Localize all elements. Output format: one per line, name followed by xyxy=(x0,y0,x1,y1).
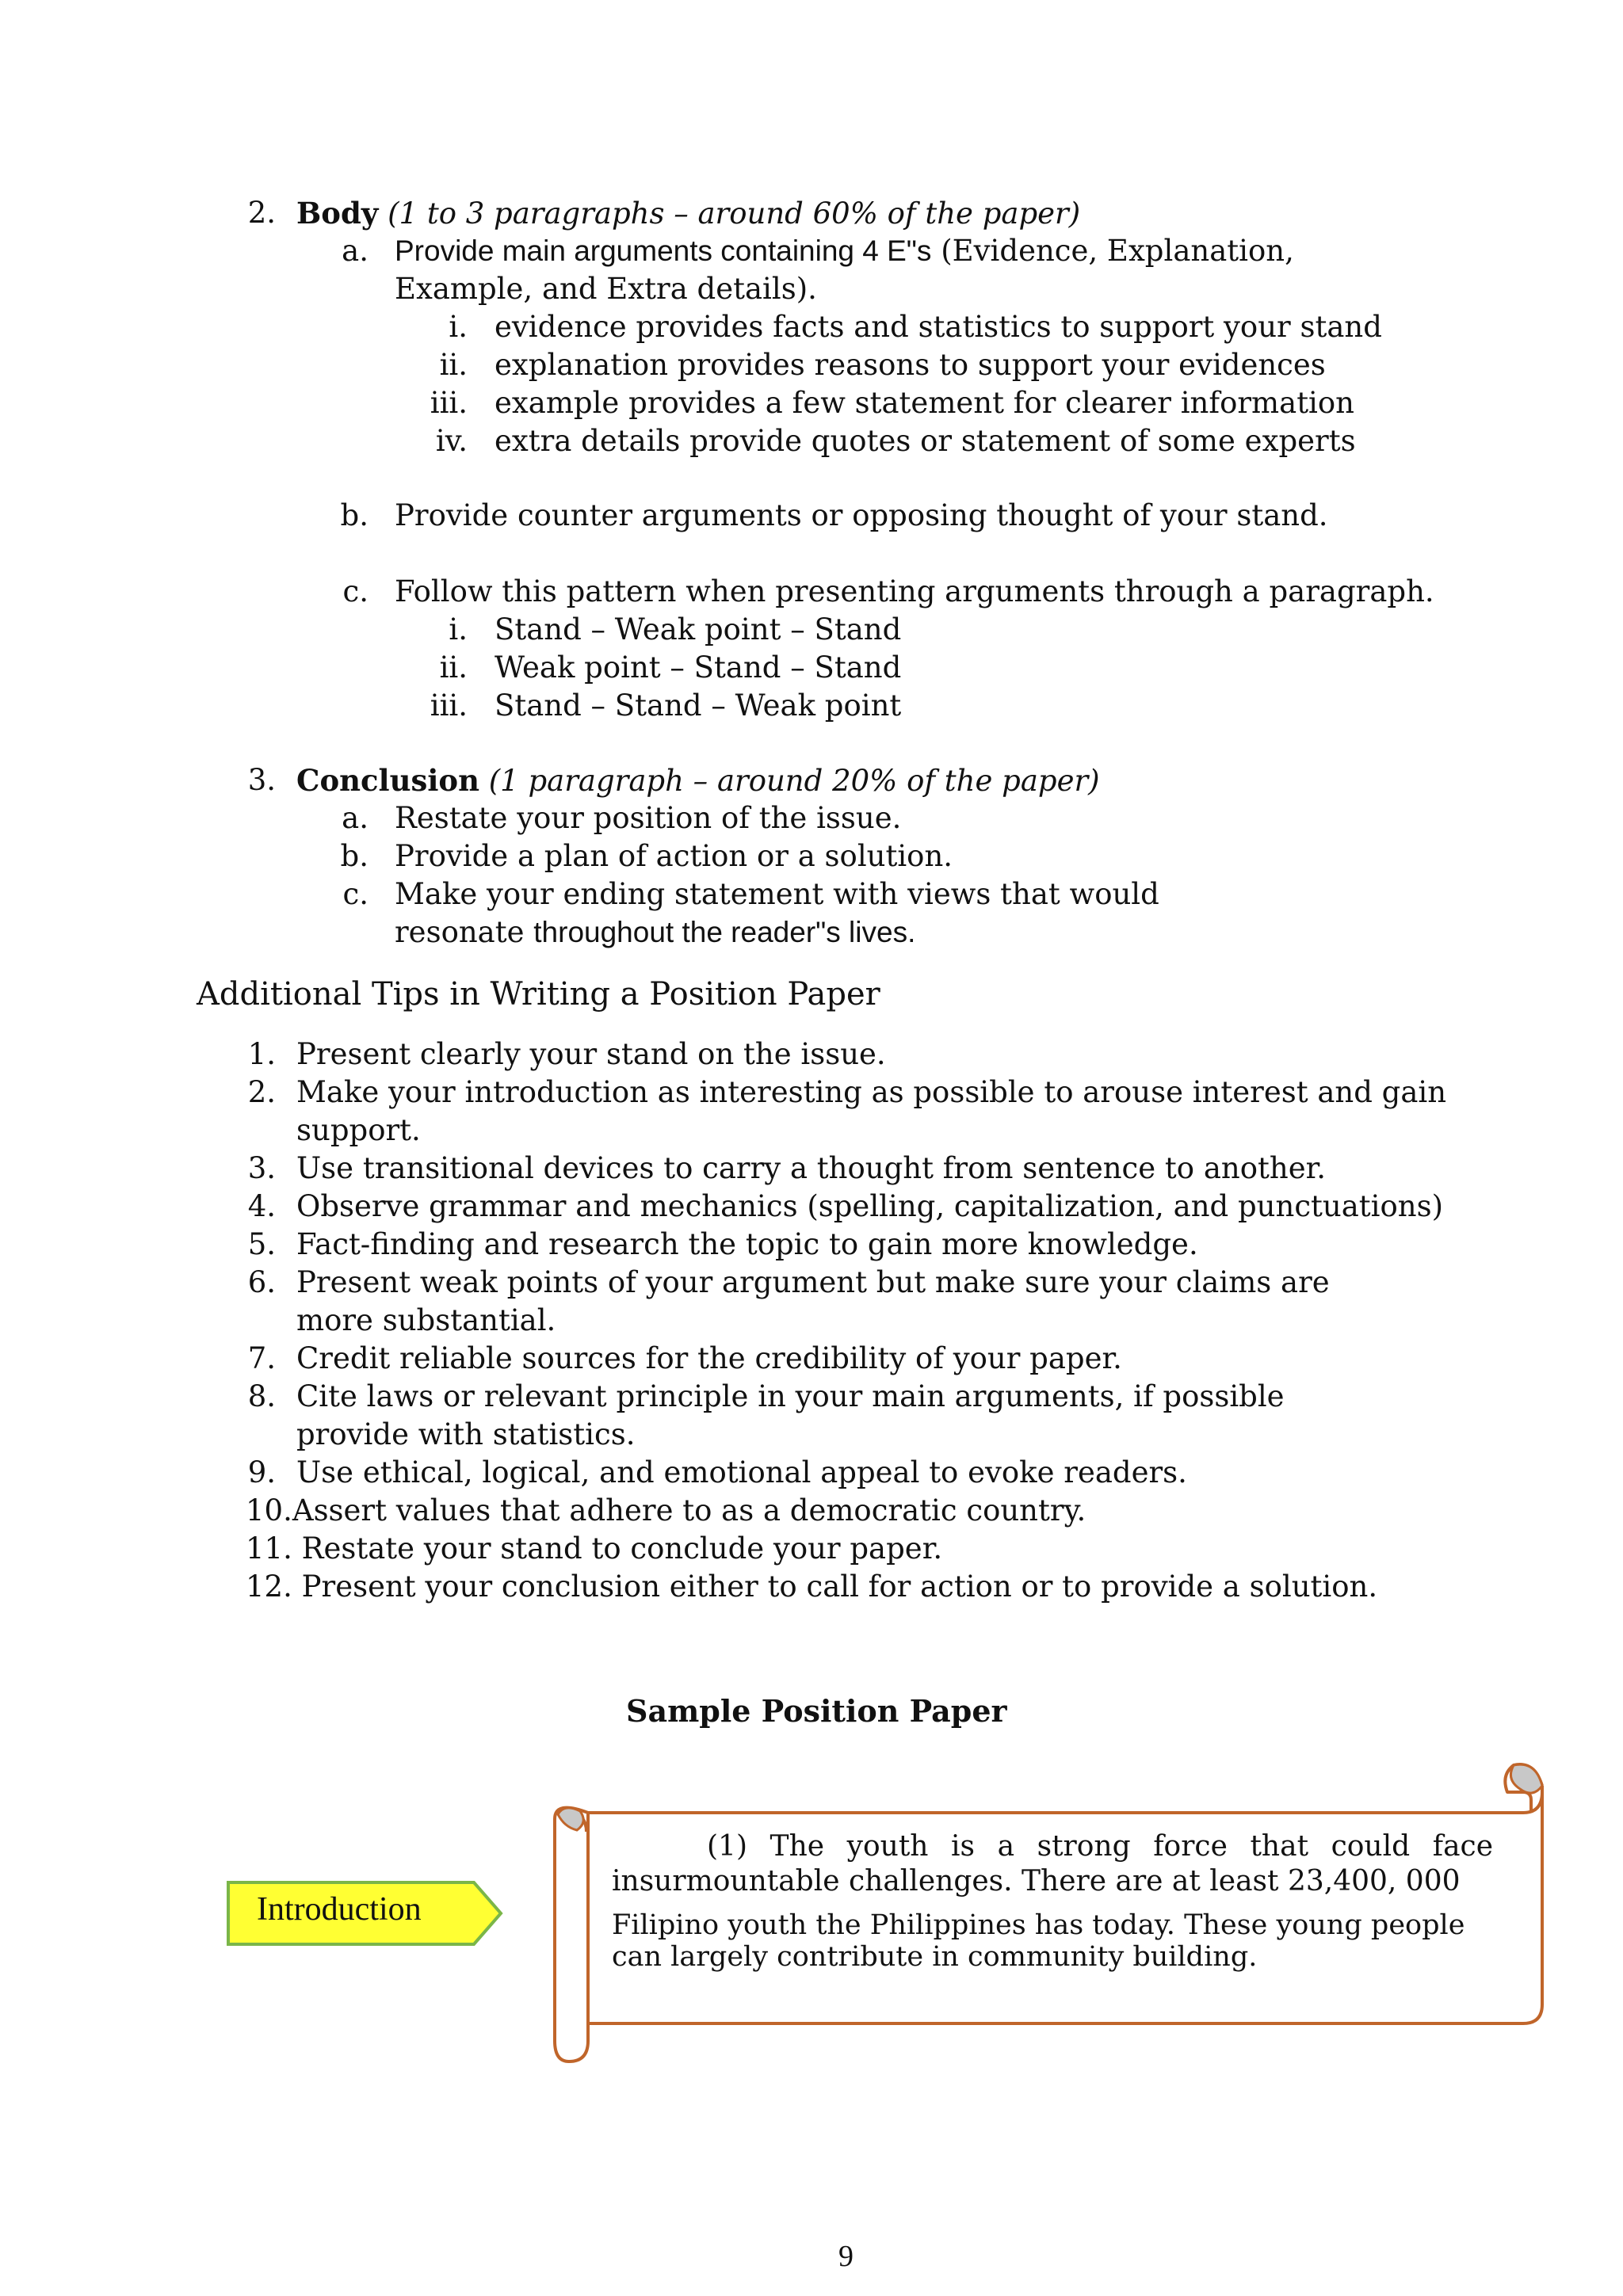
list-item-text: Observe grammar and mechanics (spelling, capitalization, and punctuations) xyxy=(296,1189,1444,1223)
list-number: 8. xyxy=(247,1379,276,1413)
list-item-text: extra details provide quotes or statement of some experts xyxy=(495,424,1356,458)
scroll-curl-top-left xyxy=(558,1808,583,1830)
text-run: Restate your stand to conclude your paper. xyxy=(301,1531,943,1566)
list-number: 6. xyxy=(247,1265,276,1299)
list-number: 2. xyxy=(247,196,276,230)
list-number: 10. xyxy=(246,1493,292,1527)
section-title: Body xyxy=(296,196,379,231)
sample-paragraph-line: insurmountable challenges. There are at least 23,400, 000 xyxy=(612,1865,1461,1897)
list-marker: b. xyxy=(340,839,369,873)
list-item-text: Use ethical, logical, and emotional appeal to evoke readers. xyxy=(296,1455,1187,1489)
list-marker: iv. xyxy=(435,424,468,458)
sample-paragraph-line: can largely contribute in community building. xyxy=(612,1941,1258,1973)
text-run: throughout the reader"s lives. xyxy=(533,916,916,948)
introduction-label: Introduction xyxy=(257,1891,422,1928)
list-number: 3. xyxy=(247,1151,276,1185)
section-note: (1 paragraph – around 20% of the paper) xyxy=(488,764,1100,798)
list-marker: i. xyxy=(449,612,468,646)
list-item-text: Cite laws or relevant principle in your main arguments, if possible xyxy=(296,1379,1285,1413)
list-marker: c. xyxy=(342,574,369,608)
list-item-text: Weak point – Stand – Stand xyxy=(495,650,902,685)
list-number: 4. xyxy=(247,1189,276,1223)
list-item-text: Stand – Weak point – Stand xyxy=(495,612,902,646)
tips-heading: Additional Tips in Writing a Position Paper xyxy=(197,976,880,1013)
list-item-text: Stand – Stand – Weak point xyxy=(495,688,902,723)
list-marker: ii. xyxy=(439,348,468,382)
list-marker: iii. xyxy=(430,688,468,723)
list-marker: ii. xyxy=(439,650,468,685)
list-item-text: more substantial. xyxy=(296,1303,556,1337)
section-note: (1 to 3 paragraphs – around 60% of the paper) xyxy=(388,196,1081,231)
page-number: 9 xyxy=(838,2240,854,2273)
list-marker: b. xyxy=(340,498,369,532)
list-number: 7. xyxy=(247,1341,276,1375)
list-item-text: Make your introduction as interesting as possible to arouse interest and gain xyxy=(296,1075,1447,1109)
list-marker: a. xyxy=(342,234,369,268)
list-number: 3. xyxy=(247,763,276,797)
text-run: (1) The youth is a strong force that could face xyxy=(707,1830,1493,1863)
list-item-text: Restate your position of the issue. xyxy=(395,801,902,835)
list-item-text: provide with statistics. xyxy=(296,1417,636,1451)
text-run: resonate xyxy=(395,915,534,949)
list-marker: iii. xyxy=(430,386,468,420)
list-item-text: explanation provides reasons to support your evidences xyxy=(495,348,1326,382)
list-item-text: Present clearly your stand on the issue. xyxy=(296,1037,886,1071)
list-item-text: Use transitional devices to carry a thought from sentence to another. xyxy=(296,1151,1326,1185)
list-item-text: Present weak points of your argument but make sure your claims are xyxy=(296,1265,1330,1299)
scroll-curl-top-right xyxy=(1510,1764,1542,1793)
list-item-text: Provide a plan of action or a solution. xyxy=(395,839,953,873)
list-number: 2. xyxy=(247,1075,276,1109)
list-marker: a. xyxy=(342,801,369,835)
list-number: 12. xyxy=(246,1569,292,1604)
sample-title: Sample Position Paper xyxy=(626,1693,1007,1729)
list-number: 5. xyxy=(247,1227,276,1261)
list-item-text: Provide counter arguments or opposing thought of your stand. xyxy=(395,498,1328,532)
list-item-text: Fact-finding and research the topic to gain more knowledge. xyxy=(296,1227,1198,1261)
list-item-text: support. xyxy=(296,1113,421,1147)
text-run: Assert values that adhere to as a democratic country. xyxy=(292,1493,1086,1527)
text-run: Provide main arguments containing 4 E"s xyxy=(395,235,932,267)
list-item-text: Make your ending statement with views that would xyxy=(395,877,1159,911)
list-marker: c. xyxy=(342,877,369,911)
list-item-text: Credit reliable sources for the credibility of your paper. xyxy=(296,1341,1122,1375)
sample-paragraph-line: Filipino youth the Philippines has today. These young people xyxy=(612,1909,1465,1941)
list-item-text: Follow this pattern when presenting arguments through a paragraph. xyxy=(395,574,1434,608)
sample-paragraph-line xyxy=(612,1830,1493,1863)
text-run: Present your conclusion either to call for action or to provide a solution. xyxy=(301,1569,1378,1604)
list-item-text: Example, and Extra details). xyxy=(395,272,817,306)
text-run: (Evidence, Explanation, xyxy=(931,234,1294,268)
list-number: 9. xyxy=(247,1455,276,1489)
section-title: Conclusion xyxy=(296,763,479,798)
list-marker: i. xyxy=(449,310,468,344)
list-item-text: example provides a few statement for clearer information xyxy=(495,386,1354,420)
list-number: 11. xyxy=(246,1531,292,1566)
list-number: 1. xyxy=(247,1037,276,1071)
list-item-text: evidence provides facts and statistics to support your stand xyxy=(495,310,1382,344)
